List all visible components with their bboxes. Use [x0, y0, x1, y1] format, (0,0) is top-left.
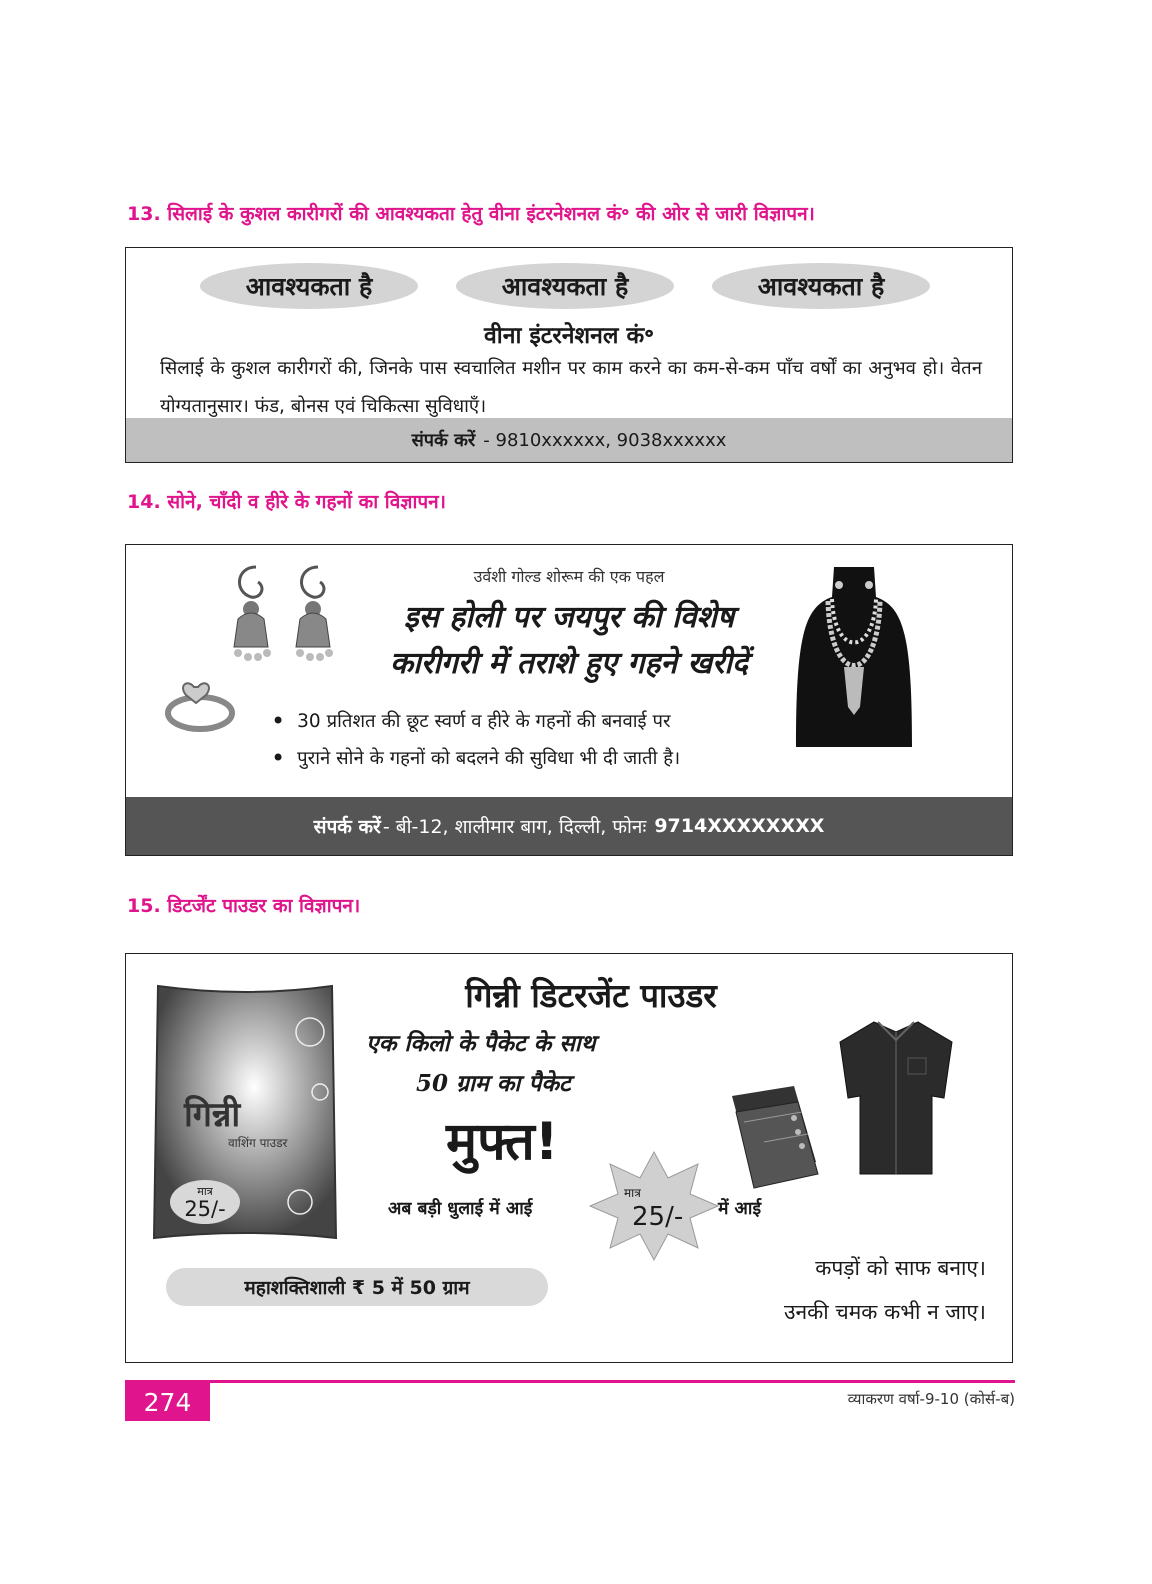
pack-price-small: मात्र [197, 1185, 213, 1198]
ad15-free: मुफ्त! [446, 1112, 559, 1172]
pack-brand: गिन्नी [184, 1095, 241, 1135]
ad14-contact-phone: 9714XXXXXXXX [654, 815, 825, 837]
ad14-contact-band [126, 797, 1012, 855]
ad13-pill-2: आवश्यकता है [456, 263, 674, 309]
ad14-intro: उर्वशी गोल्ड शोरूम की एक पहल [473, 567, 665, 586]
detergent-pack [150, 982, 340, 1244]
q14-title: 14. सोने, चाँदी व हीरे के गहनों का विज्ञापन। [127, 491, 446, 513]
book-title: व्याकरण वर्षा-9-10 (कोर्स-ब) [847, 1390, 1015, 1408]
ad15-title: गिन्नी डिटरजेंट पाउडर [465, 976, 717, 1015]
footer-rule [125, 1380, 1015, 1383]
shirt-image [834, 1018, 958, 1178]
ad14-headline-line2: कारीगरी में तराशे हुए गहने खरीदें [390, 646, 748, 681]
ad13-company: वीना इंटरनेशनल कं॰ [484, 323, 654, 349]
q13-title: 13. सिलाई के कुशल कारीगरों की आवश्यकता हेतु वीना इंटरनेशनल कं॰ की ओर से जारी विज्ञापन। [127, 203, 815, 225]
page-number: 274 [125, 1383, 210, 1421]
ad15-slogan-line1: कपड़ों को साफ बनाए। [815, 1256, 986, 1280]
ad14-contact-label: संपर्क करें [313, 816, 381, 838]
ad14-bullet-list [271, 703, 680, 777]
ad13-box [125, 247, 1013, 463]
q15-title: 15. डिटर्जेंट पाउडर का विज्ञापन। [127, 895, 361, 917]
jeans-image [724, 1082, 824, 1192]
ad15-offer-pill: महाशक्तिशाली ₹ 5 में 50 ग्राम [166, 1268, 548, 1306]
ad15-slogan-line2: उनकी चमक कभी न जाए। [783, 1300, 986, 1324]
ad13-pill-3: आवश्यकता है [712, 263, 930, 309]
ad15-offer-line1: एक किलो के पैकेट के साथ [366, 1030, 596, 1057]
ad15-slogan [686, 1246, 986, 1334]
ad14-headline [126, 595, 1012, 687]
pack-price: 25/- [184, 1197, 226, 1221]
ad15-tagline-end: में आई [718, 1199, 762, 1219]
list-item: • 30 प्रतिशत की छूट स्वर्ण व हीरे के गहनों की बनवाई पर [271, 703, 680, 740]
ad13-contact-value: - 9810xxxxxx, 9038xxxxxx [483, 429, 727, 451]
list-item: • पुराने सोने के गहनों को बदलने की सुविधा भी दी जाती है। [271, 740, 680, 777]
ad15-box [125, 953, 1013, 1363]
star-badge-price: 25/- [632, 1202, 684, 1232]
ad15-tagline: अब बड़ी धुलाई में आई [388, 1199, 533, 1219]
ad15-offer-line2: 50 ग्राम का पैकेट [416, 1070, 571, 1097]
ad14-headline-line1: इस होली पर जयपुर की विशेष [403, 600, 735, 635]
pack-subtitle: वाशिंग पाउडर [228, 1136, 288, 1150]
ad14-box [125, 544, 1013, 856]
ad13-body: सिलाई के कुशल कारीगरों की, जिनके पास स्वचालित मशीन पर काम करने का कम-से-कम पाँच वर्षों का अनुभव हो। वेतन योग्यतानुसार। फंड, बोनस एवं चिकित्सा सुविधाएँ। [160, 358, 982, 417]
star-badge-small: मात्र [624, 1186, 641, 1200]
ad13-pill-1: आवश्यकता है [200, 263, 418, 309]
pack-price-badge [170, 1180, 240, 1224]
ad13-contact-label: संपर्क करें [411, 430, 476, 451]
ad14-contact-address: - बी-12, शालीमार बाग, दिल्ली, फोनः [382, 816, 647, 838]
ad13-contact-band [126, 418, 1012, 462]
